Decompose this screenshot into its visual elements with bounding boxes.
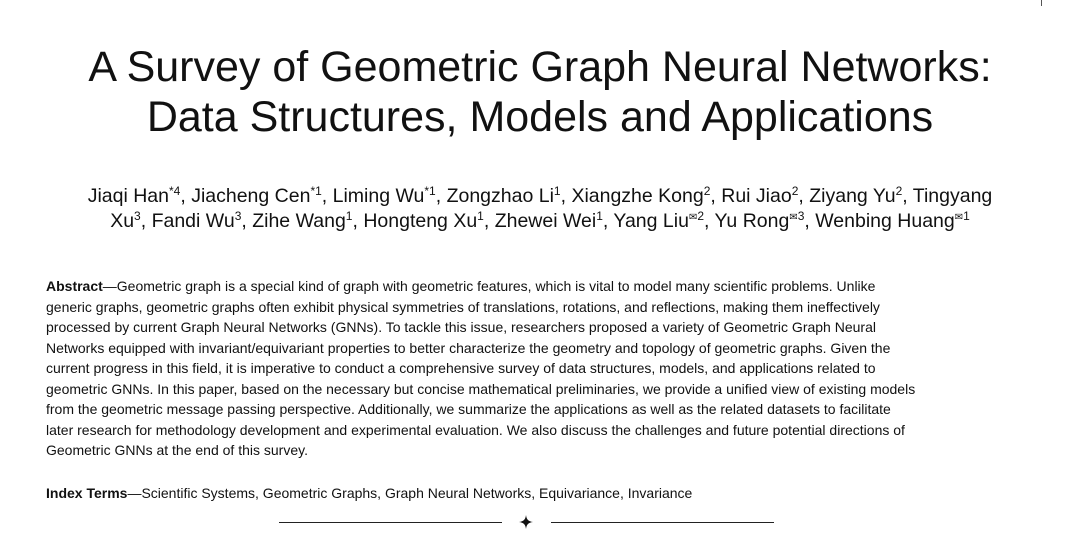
- author-name: Wenbing Huang: [815, 210, 955, 232]
- abstract-dash: —: [102, 278, 117, 294]
- author-affiliation: *4: [169, 184, 181, 198]
- author-name: Liming Wu: [332, 185, 425, 207]
- author-name: Jiacheng Cen: [191, 185, 311, 207]
- author-affiliation: 2: [895, 184, 903, 198]
- author-affiliation: 3: [134, 209, 141, 223]
- abstract-line: Networks equipped with invariant/equivariant properties to better characterize the geometry and topology of geometric graphs. Given the: [46, 339, 891, 356]
- abstract-text: Geometric graph is a special kind of graph with geometric features, which is vital to model many scientific problems. Unlike: [116, 278, 876, 294]
- envelope-icon: ✉: [954, 212, 964, 223]
- author-affiliation: 1: [477, 209, 484, 223]
- abstract-line: from the geometric message passing perspective. Additionally, we summarize the applications as well as the related datasets to facilitate: [46, 401, 891, 417]
- affiliation-number: 3: [797, 209, 805, 223]
- abstract: [46, 276, 1036, 461]
- divider-line-left: [279, 522, 502, 523]
- paper-title: [0, 42, 1080, 142]
- author-affiliation: 1: [596, 209, 603, 223]
- author-name: Tingyang: [912, 185, 993, 207]
- abstract-line: later research for methodology development and experimental evaluation. We also discuss the challenges and future potential directions of: [46, 421, 905, 438]
- author-name: Jiaqi Han: [87, 185, 169, 207]
- abstract-line: generic graphs, geometric graphs often exhibit physical symmetries of translations, rotations, and reflections, making them ineffectively: [46, 298, 880, 315]
- author-name: Xiangzhe Kong: [571, 185, 704, 207]
- title-line-2: Data Structures, Models and Applications: [146, 93, 934, 141]
- author-line-1: Jiaqi Han$^{*4}$, Jiacheng Cen$^{*1}$, Liming Wu$^{*1}$, Zongzhao Li$^1$, Xiangzhe Kong$^2$, Rui Jiao$^2$, Ziyang Yu$^2$, Tingyang: [87, 184, 993, 207]
- author-affiliation: 1: [553, 184, 561, 198]
- abstract-line: current progress in this field, it is imperative to conduct a comprehensive survey of data structures, models, and applications related to: [46, 360, 876, 376]
- author-affiliation: *1: [310, 184, 322, 198]
- author-list: [0, 184, 1080, 234]
- index-terms-text: Scientific Systems, Geometric Graphs, Graph Neural Networks, Equivariance, Invariance: [141, 485, 693, 501]
- author-name: Rui Jiao: [721, 185, 792, 207]
- affiliation-number: 2: [697, 209, 705, 223]
- abstract-line: processed by current Graph Neural Networks (GNNs). To tackle this issue, researchers proposed a variety of Geometric Graph Neural: [46, 319, 876, 335]
- diamond-star-icon: [519, 515, 533, 529]
- index-terms: [46, 483, 692, 503]
- author-name: Zongzhao Li: [446, 185, 554, 207]
- author-affiliation: [955, 209, 970, 223]
- author-affiliation: *1: [424, 184, 436, 198]
- author-affiliation: 3: [234, 209, 242, 223]
- divider-line-right: [551, 522, 774, 523]
- author-affiliation: [789, 209, 804, 223]
- abstract-line: geometric GNNs. In this paper, based on the necessary but concise mathematical preliminaries, we provide a unified view of existing models: [46, 380, 916, 397]
- author-name: Yu Rong: [714, 210, 790, 232]
- envelope-icon: ✉: [688, 212, 698, 223]
- title-line-1: A Survey of Geometric Graph Neural Networks:: [88, 43, 992, 91]
- index-terms-label: Index Terms: [46, 485, 128, 501]
- author-affiliation: [689, 209, 704, 223]
- abstract-line: [46, 276, 1036, 297]
- author-name: Zhewei Wei: [494, 210, 597, 232]
- author-affiliation: 1: [345, 209, 353, 223]
- author-name: Fandi Wu: [151, 210, 235, 232]
- abstract-line: Geometric GNNs at the end of this survey.: [46, 442, 308, 458]
- affiliation-number: 1: [963, 209, 970, 223]
- author-name: Ziyang Yu: [809, 185, 896, 207]
- page-corner-mark: [1041, 0, 1042, 6]
- index-terms-dash: —: [127, 485, 142, 501]
- envelope-icon: ✉: [789, 212, 798, 223]
- author-name: Hongteng Xu: [363, 210, 478, 232]
- author-name: Xu: [110, 210, 135, 232]
- abstract-label: Abstract: [46, 278, 103, 294]
- author-affiliation: 2: [703, 184, 711, 198]
- author-name: Zihe Wang: [252, 210, 346, 232]
- author-line-2: Xu$^3$, Fandi Wu$^3$, Zihe Wang$^1$, Hongteng Xu$^1$, Zhewei Wei$^1$, Yang Liu$^{✉2}$, Yu Rong$^{✉3}$, Wenbing Huang$^{✉1}$: [110, 209, 970, 232]
- author-affiliation: 2: [791, 184, 799, 198]
- author-name: Yang Liu: [613, 210, 689, 232]
